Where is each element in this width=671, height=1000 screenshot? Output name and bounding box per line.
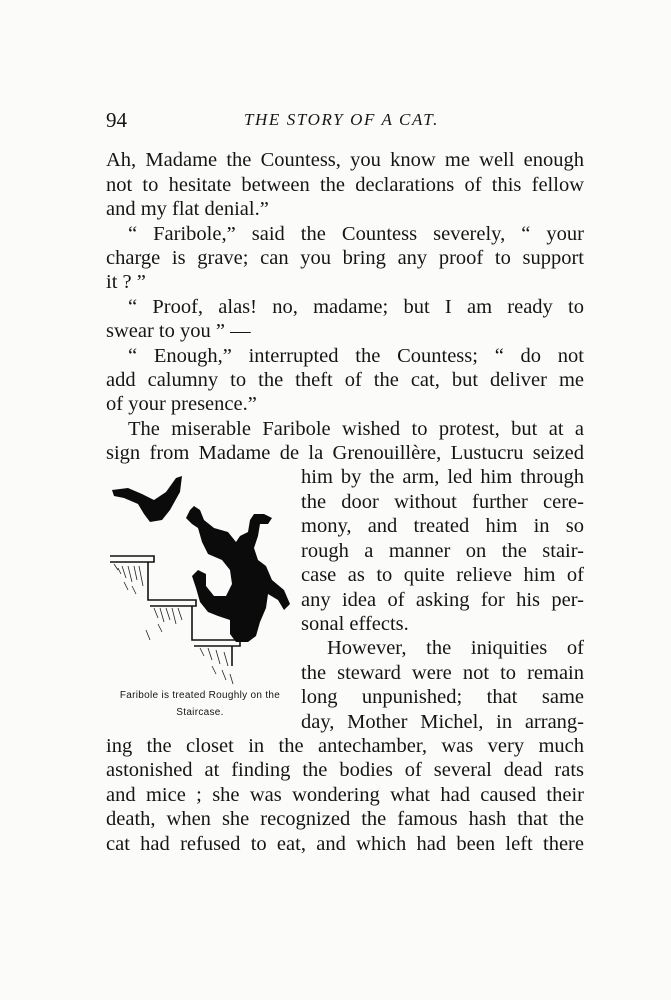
text-line: long unpunished; that same bbox=[301, 686, 584, 708]
running-title: THE STORY OF A CAT. bbox=[244, 110, 439, 129]
text-line: charge is grave; can you bring any proof to support bbox=[106, 247, 584, 269]
text-line: swear to you ” — bbox=[106, 320, 251, 342]
text-line: cat had refused to eat, and which had been left there bbox=[106, 833, 584, 855]
text-line: sign from Madame de la Grenouillère, Lustucru seized bbox=[106, 442, 584, 464]
text-line: case as to quite relieve him of bbox=[301, 564, 584, 586]
illustration-caption-line-1: Faribole is treated Roughly on the bbox=[119, 690, 281, 701]
text-line: sonal effects. bbox=[301, 613, 409, 635]
text-line: However, the iniquities of bbox=[327, 637, 584, 659]
text-line: of your presence.” bbox=[106, 393, 257, 415]
text-line: Ah, Madame the Countess, you know me well enough bbox=[106, 149, 584, 171]
illustration-caption-line-2: Staircase. bbox=[176, 707, 224, 718]
falling-figure-illustration bbox=[108, 470, 298, 690]
page-number: 94 bbox=[106, 108, 127, 132]
flying-shoe-icon bbox=[112, 476, 182, 522]
text-line: the door without further cere- bbox=[301, 491, 584, 513]
text-line: him by the arm, led him through bbox=[301, 466, 584, 488]
text-line: death, when she recognized the famous hash that the bbox=[106, 808, 584, 830]
text-line: any idea of asking for his per- bbox=[301, 589, 584, 611]
text-line: add calumny to the theft of the cat, but deliver me bbox=[106, 369, 584, 391]
text-line: day, Mother Michel, in arrang- bbox=[301, 711, 584, 733]
text-line: “ Proof, alas! no, madame; but I am ready to bbox=[128, 296, 584, 318]
text-line: not to hesitate between the declarations of this fellow bbox=[106, 174, 584, 196]
text-line: The miserable Faribole wished to protest, but at a bbox=[128, 418, 584, 440]
text-line: it ? ” bbox=[106, 271, 146, 293]
staircase-hatching bbox=[114, 564, 233, 684]
falling-man-silhouette bbox=[186, 506, 290, 642]
text-line: “ Enough,” interrupted the Countess; “ do not bbox=[128, 345, 584, 367]
text-line: rough a manner on the stair- bbox=[301, 540, 584, 562]
text-line: and my flat denial.” bbox=[106, 198, 269, 220]
text-line: and mice ; she was wondering what had caused their bbox=[106, 784, 584, 806]
text-line: astonished at finding the bodies of several dead rats bbox=[106, 759, 584, 781]
text-line: ing the closet in the antechamber, was very much bbox=[106, 735, 584, 757]
text-line: mony, and treated him in so bbox=[301, 515, 584, 537]
text-line: “ Faribole,” said the Countess severely, “ your bbox=[128, 223, 584, 245]
page-header bbox=[106, 108, 584, 134]
text-line: the steward were not to remain bbox=[301, 662, 584, 684]
